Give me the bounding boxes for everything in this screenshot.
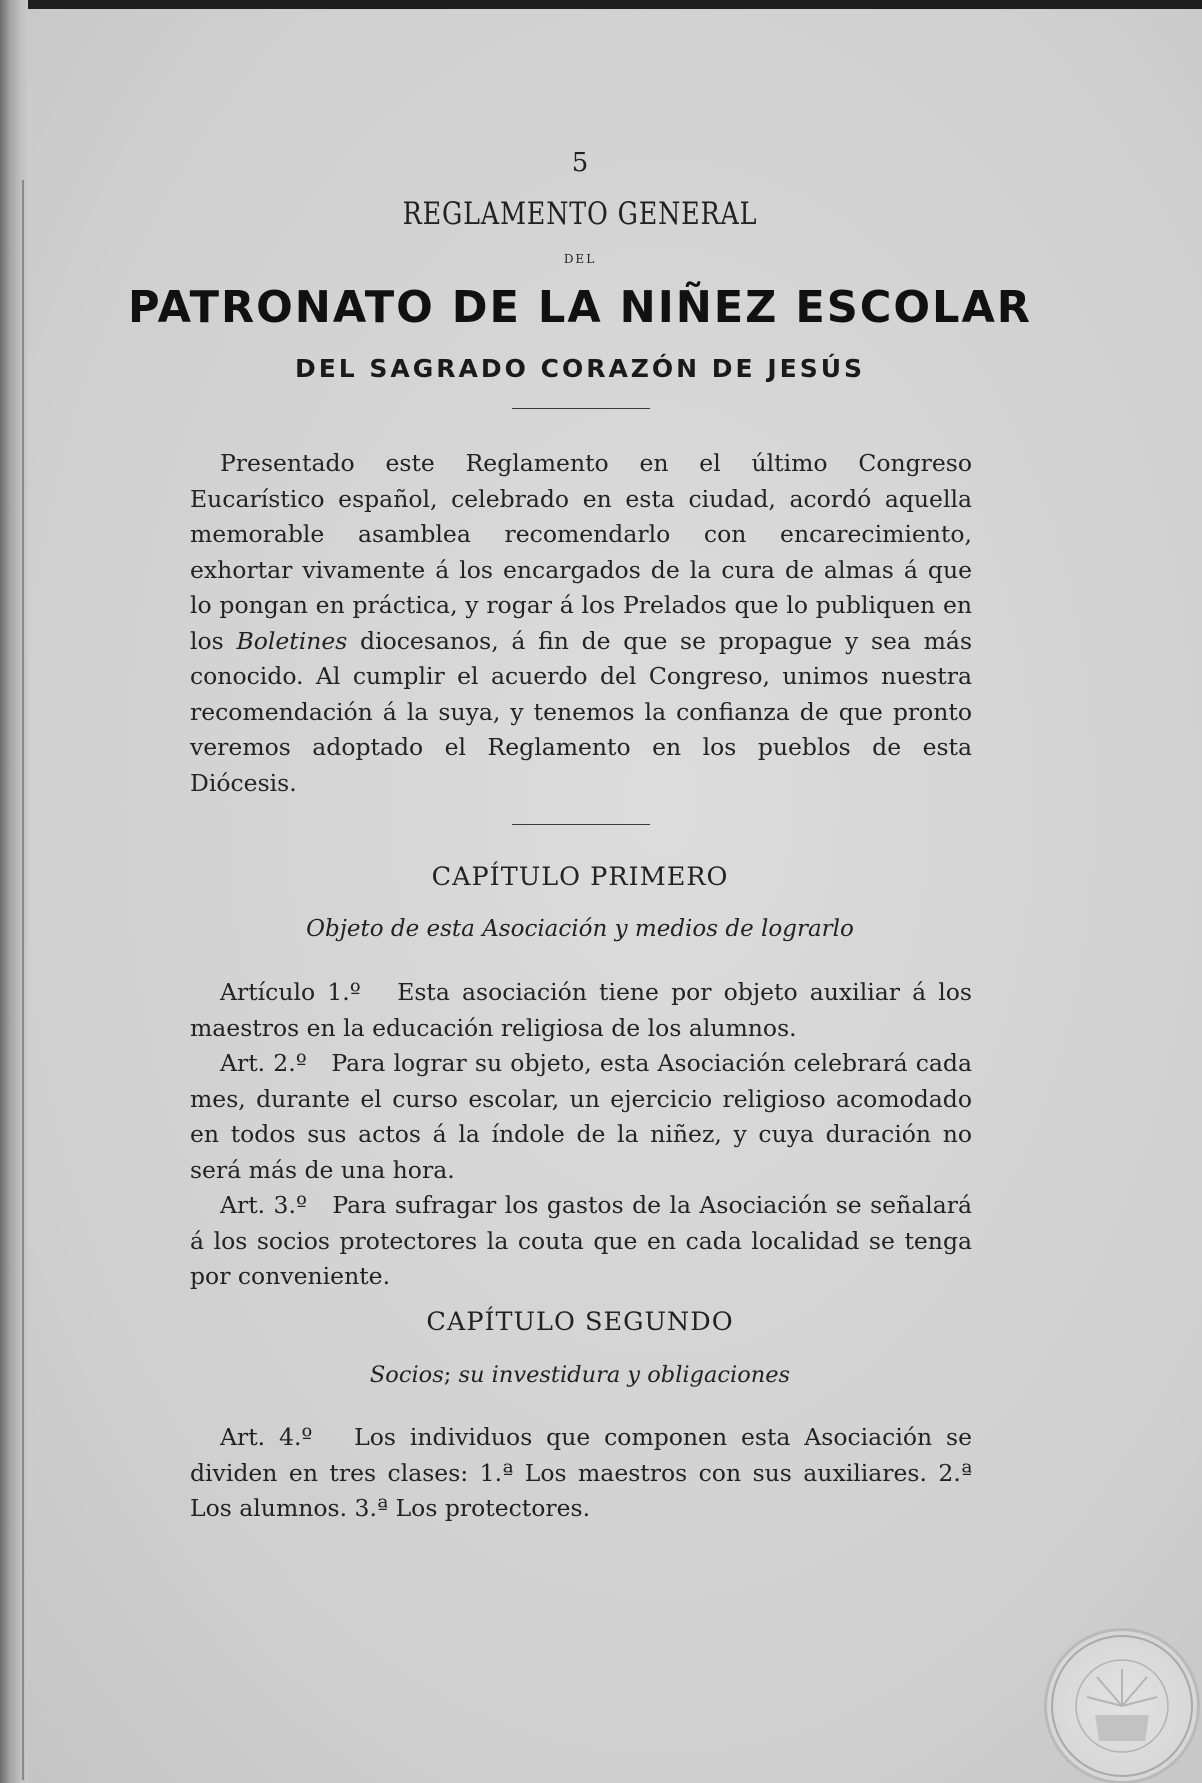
page-number: 5 <box>571 148 589 178</box>
intro-text-italic: Boletines <box>236 626 348 655</box>
chapter-1-title: CAPÍTULO PRIMERO <box>431 862 729 892</box>
intro-text-before: Presentado este Reglamento en el último Congreso Eucarístico español, celebrado en esta ciudad, acordó aquella memorable asamblea recomendarlo con encarecimiento, exhortar vivamente á los encargados de la cura de almas á que lo pongan en práctica, y rogar á los Prelados que lo publiquen en los <box>190 449 972 655</box>
binding-line <box>22 180 24 1780</box>
article-2 <box>190 1046 972 1188</box>
header-connector: DEL <box>563 252 597 266</box>
article-label: Art. 2.º <box>220 1049 307 1077</box>
article-3 <box>190 1188 972 1295</box>
article-text: Esta asociación tiene por objeto auxiliar á los maestros en la educación religiosa de los alumnos. <box>190 978 972 1042</box>
page-top-edge <box>0 0 1202 9</box>
divider-rule <box>512 824 650 825</box>
chapter-1-subtitle: Objeto de esta Asociación y medios de lograrlo <box>306 916 854 942</box>
intro-text-after: diocesanos, á fin de que se propague y sea más conocido. Al cumplir el acuerdo del Congreso, unimos nuestra recomendación á la suya, y tenemos la confianza de que pronto veremos adoptado el Reglamento en los pueblos de esta Diócesis. <box>190 626 972 797</box>
chapter-2-title: CAPÍTULO SEGUNDO <box>426 1307 734 1337</box>
article-label: Art. 4.º <box>220 1423 313 1451</box>
header-main-title: PATRONATO DE LA NIÑEZ ESCOLAR <box>128 282 1032 333</box>
header-title: REGLAMENTO GENERAL <box>402 196 758 232</box>
article-text: Para lograr su objeto, esta Asociación celebrará cada mes, durante el curso escolar, un ejercicio religioso acomodado en todos sus actos á la índole de la niñez, y cuya duración no será más de una hora. <box>190 1049 972 1184</box>
article-label: Art. 3.º <box>220 1191 308 1219</box>
article-1 <box>190 975 972 1046</box>
article-text: Para sufragar los gastos de la Asociación se señalará á los socios protectores la couta que en cada localidad se tenga por conveniente. <box>190 1191 972 1290</box>
article-label: Artículo 1.º <box>220 978 361 1006</box>
article-4 <box>190 1420 972 1527</box>
header-subtitle: DEL SAGRADO CORAZÓN DE JESÚS <box>294 354 866 383</box>
divider-rule <box>512 408 650 409</box>
chapter-2-subtitle-b: su investidura y obligaciones <box>458 1362 791 1388</box>
article-text: Los individuos que componen esta Asociación se dividen en tres clases: 1.ª Los maestros con sus auxiliares. 2.ª Los alumnos. 3.ª Los protectores. <box>190 1423 972 1522</box>
intro-paragraph <box>190 446 972 801</box>
chapter-2-subtitle <box>0 1362 1160 1388</box>
chapter-2-articles <box>190 1420 972 1527</box>
chapter-1-articles <box>190 975 972 1295</box>
chapter-2-subtitle-sep: ; <box>443 1362 459 1388</box>
library-stamp <box>1044 1628 1200 1783</box>
stamp-emblem-icon <box>1047 1631 1197 1781</box>
chapter-2-subtitle-a: Socios <box>369 1362 444 1388</box>
